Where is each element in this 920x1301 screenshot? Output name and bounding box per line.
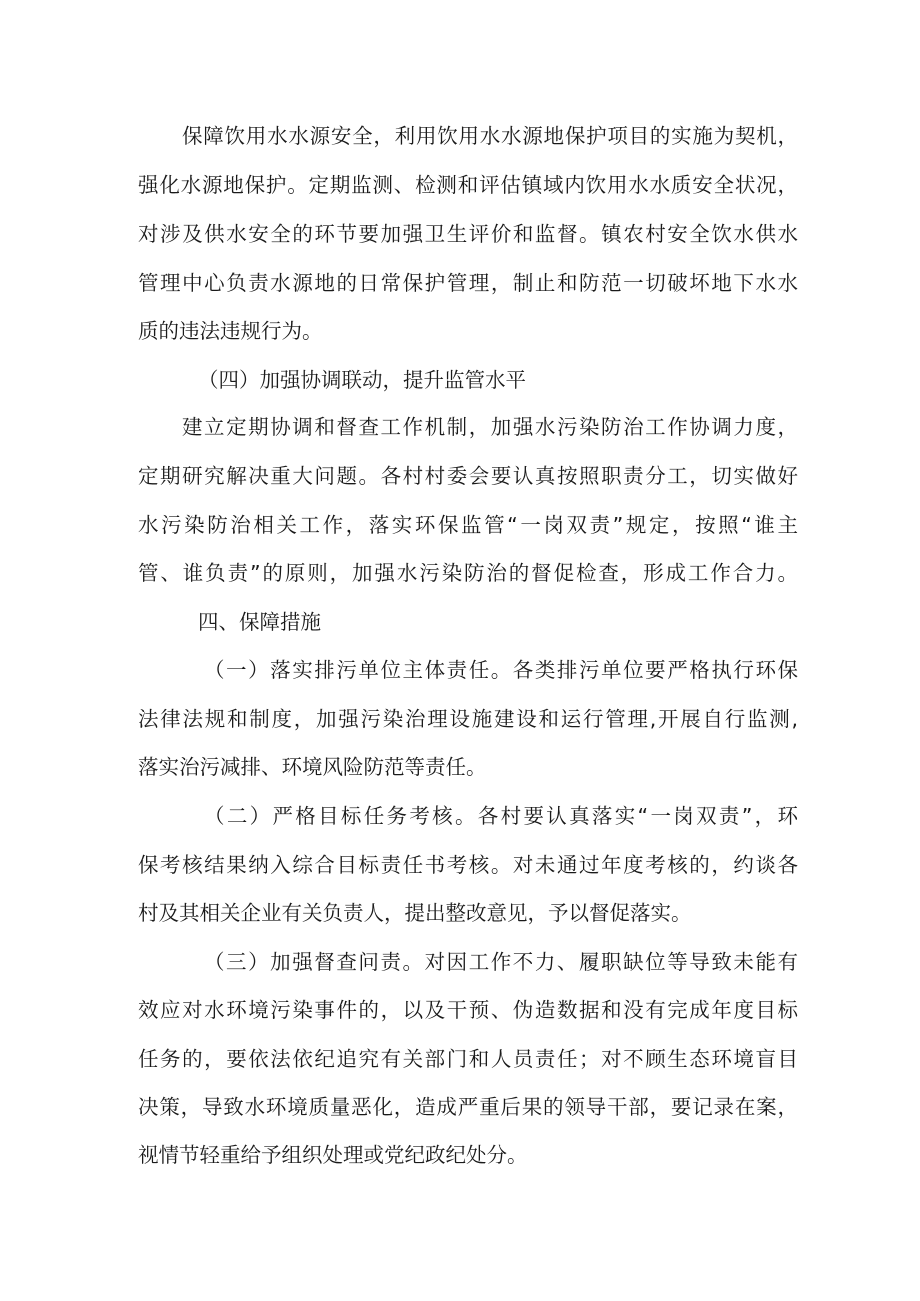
paragraph-line: 法律法规和制度，加强污染治理设施建设和运行管理,开展自行监测, [138,707,798,731]
paragraph-line: 决策，导致水环境质量恶化，造成严重后果的领导干部，要记录在案， [138,1095,798,1119]
paragraph-line: 水污染防治相关工作，落实环保监管“一岗双责”规定，按照“谁主 [138,513,798,537]
paragraph-line: 质的违法违规行为。 [138,319,323,343]
paragraph-line: 任务的，要依法依纪追究有关部门和人员责任；对不顾生态环境盲目 [138,1047,798,1071]
paragraph-line: 建立定期协调和督查工作机制，加强水污染防治工作协调力度， [182,415,798,439]
paragraph-line: 管理中心负责水源地的日常保护管理，制止和防范一切破坏地下水水 [138,271,798,295]
paragraph-line: 保障饮用水水源安全，利用饮用水水源地保护项目的实施为契机， [182,124,798,148]
section-heading: 四、保障措施 [198,610,321,634]
paragraph-line: 落实治污减排、环境风险防范等责任。 [138,755,487,779]
paragraph-line: （三）加强督查问责。对因工作不力、履职缺位等导致未能有 [204,950,798,974]
paragraph-line: 效应对水环境污染事件的，以及干预、伪造数据和没有完成年度目标 [138,998,798,1022]
paragraph-line: （二）严格目标任务考核。各村要认真落实“一岗双责”，环 [204,804,798,828]
paragraph-line: 定期研究解决重大问题。各村村委会要认真按照职责分工，切实做好 [138,464,798,488]
paragraph-line: 对涉及供水安全的环节要加强卫生评价和监督。镇农村安全饮水供水 [138,222,798,246]
paragraph-line: 保考核结果纳入综合目标责任书考核。对未通过年度考核的，约谈各 [138,853,798,877]
paragraph-line: 管、谁负责”的原则，加强水污染防治的督促检查，形成工作合力。 [138,561,798,585]
paragraph-line: 强化水源地保护。定期监测、检测和评估镇域内饮用水水质安全状况， [138,173,798,197]
paragraph-line: 视情节轻重给予组织处理或党纪政纪处分。 [138,1143,528,1167]
section-heading: （四）加强协调联动，提升监管水平 [198,368,526,392]
paragraph-line: 村及其相关企业有关负责人，提出整改意见，予以督促落实。 [138,901,692,925]
paragraph-line: （一）落实排污单位主体责任。各类排污单位要严格执行环保 [204,658,798,682]
